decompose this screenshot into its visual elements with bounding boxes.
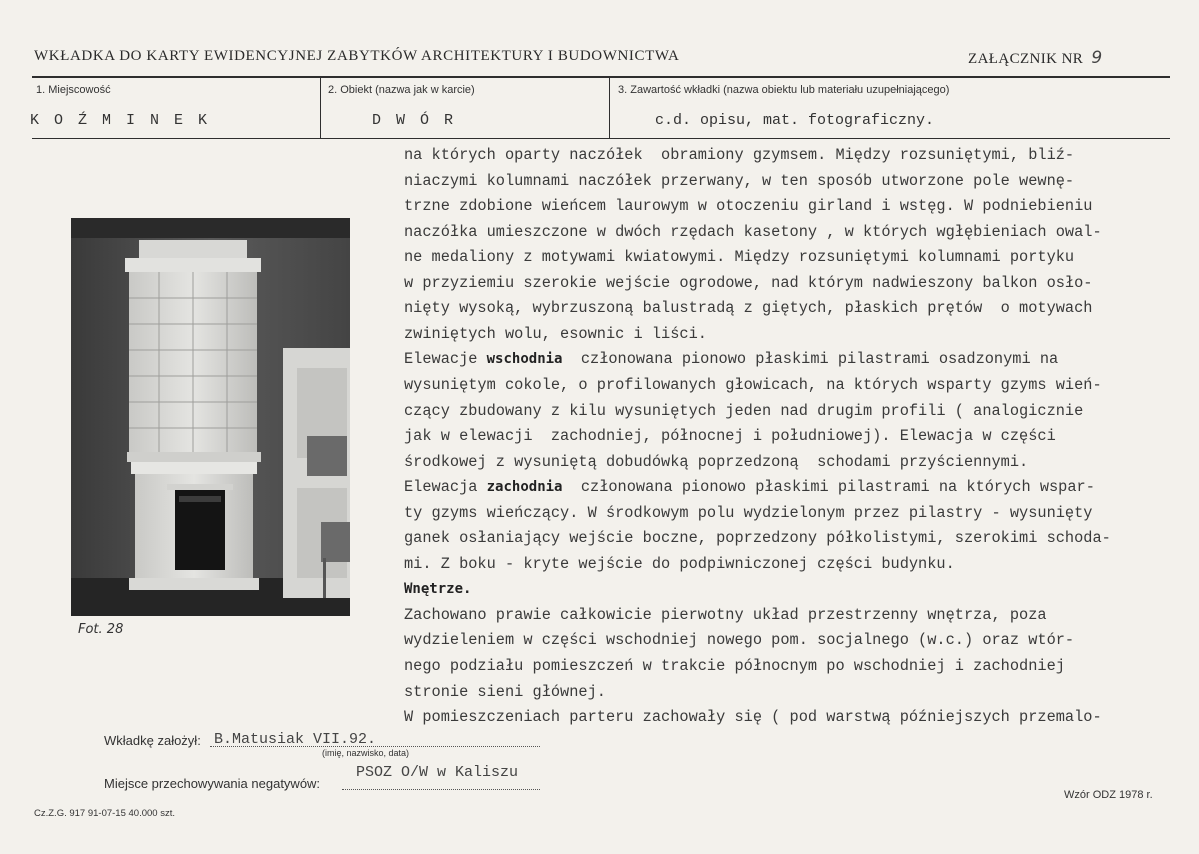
text-line — [404, 657, 1065, 675]
text-line-content: niaczymi kolumnami naczółek przerwany, w ten sposób utworzone pole wewnę- — [404, 171, 1075, 190]
storage-dotted-line — [342, 789, 540, 790]
photo-caption: Fot. 28 — [78, 622, 124, 637]
emphasized-heading: wschodnia — [486, 351, 563, 368]
field-3-label: 3. Zawartość wkładki (nazwa obiektu lub materiału uzupełniającego) — [618, 84, 950, 96]
field-divider-1 — [320, 78, 321, 138]
text-line — [404, 631, 1074, 649]
text-line — [404, 325, 707, 343]
text-line — [404, 197, 1092, 215]
emphasized-heading: Wnętrze. — [404, 581, 472, 598]
text-line-continuation: członowana pionowo płaskimi pilastrami na których wspar- — [562, 478, 1095, 497]
field-bottom-rule — [32, 138, 1170, 139]
text-line-content: nego podziału pomieszczeń w trakcie północnym po wschodniej i zachodniej — [404, 657, 1065, 675]
text-line — [404, 146, 1074, 164]
text-line-content: naczółka umieszczone w dwóch rzędach kasetony , w których wgłębieniach owal- — [404, 222, 1102, 241]
text-line — [404, 529, 1111, 547]
text-line — [404, 248, 1074, 266]
text-line-content: zwiniętych wolu, esownic i liści. — [404, 324, 707, 343]
text-line-content: wysuniętym cokole, o profilowanych głowicach, na których wsparty gzyms wień- — [404, 375, 1102, 394]
field-divider-2 — [609, 78, 610, 138]
text-line — [404, 172, 1074, 190]
text-line-content: stronie sieni głównej. — [404, 682, 606, 701]
attachment-number — [968, 48, 1103, 68]
text-line-content: ne medaliony z motywami kwiatowymi. Między rozsuniętymi kolumnami portyku — [404, 248, 1075, 267]
text-line — [404, 402, 1083, 420]
form-pattern: Wzór ODZ 1978 r. — [1064, 789, 1153, 801]
field-1-value: K O Ź M I N E K — [30, 112, 211, 129]
text-line-content: W pomieszczeniach parteru zachowały się ( pod warstwą późniejszych przemalo- — [404, 708, 1102, 727]
text-line-content: w przyziemiu szerokie wejście ogrodowe, nad którym nadwieszony balkon osło- — [404, 273, 1093, 292]
attachment-number-value: 9 — [1091, 48, 1103, 68]
text-line-content: czący zbudowany z kilu wysuniętych jeden nad drugim profili ( analogicznie — [404, 401, 1084, 420]
text-line — [404, 427, 1056, 445]
form-title: WKŁADKA DO KARTY EWIDENCYJNEJ ZABYTKÓW ARCHITEKTURY I BUDOWNICTWA — [34, 48, 680, 64]
text-line — [404, 478, 1095, 496]
text-line — [404, 376, 1102, 394]
storage-value: PSOZ O/W w Kaliszu — [356, 764, 519, 781]
author-value: B.Matusiak VII.92. — [214, 731, 377, 748]
field-2-value: D W Ó R — [372, 112, 457, 129]
text-line — [404, 504, 1092, 522]
text-line-content: trzne zdobione wieńcem laurowym w otoczeniu girland i wstęg. W podniebieniu — [404, 197, 1093, 216]
text-line-content: ganek osłaniający wejście boczne, poprzedzony półkolistymi, szerokimi schoda- — [404, 529, 1111, 548]
top-rule — [32, 76, 1170, 78]
attachment-label: ZAŁĄCZNIK NR — [968, 51, 1084, 67]
field-2-label: 2. Obiekt (nazwa jak w karcie) — [328, 84, 475, 96]
text-line — [404, 580, 471, 598]
field-1-label: 1. Miejscowość — [36, 84, 111, 96]
text-line — [404, 274, 1092, 292]
author-hint: (imię, nazwisko, data) — [322, 748, 410, 758]
text-line-content: jak w elewacji zachodniej, północnej i południowej). Elewacja w części — [404, 427, 1056, 446]
print-code: Cz.Z.G. 917 91-07-15 40.000 szt. — [34, 808, 175, 819]
text-line-content: mi. Z boku - kryte wejście do podpiwniczonej części budynku. — [404, 554, 955, 573]
text-line — [404, 683, 606, 701]
text-line-continuation: członowana pionowo płaskimi pilastrami osadzonymi na — [562, 350, 1059, 369]
text-line-content: na których oparty naczółek obramiony gzymsem. Między rozsuniętymi, bliź- — [404, 146, 1075, 164]
text-line-content: wydzieleniem w części wschodniej nowego pom. socjalnego (w.c.) oraz wtór- — [404, 631, 1075, 650]
author-label: Wkładkę założył: — [104, 733, 201, 748]
stove-photograph — [71, 218, 350, 616]
text-line — [404, 299, 1092, 317]
text-line-content: środkowej z wysuniętą dobudówką poprzedzoną schodami przyściennymi. — [404, 452, 1029, 471]
text-line-content: Elewacje — [404, 350, 487, 369]
field-3-value: c.d. opisu, mat. fotograficzny. — [655, 112, 935, 129]
text-line-content: ty gzyms wieńczący. W środkowym polu wydzielonym przez pilastry - wysunięty — [404, 503, 1093, 522]
text-line — [404, 606, 1047, 624]
text-line-content: Elewacja — [404, 478, 487, 497]
text-line — [404, 453, 1028, 471]
text-line-content: nięty wysoką, wybrzuszoną balustradą z giętych, płaskich prętów o motywach — [404, 299, 1093, 318]
text-line — [404, 708, 1102, 726]
storage-label: Miejsce przechowywania negatywów: — [104, 776, 321, 791]
emphasized-heading: zachodnia — [486, 479, 563, 496]
text-line-content: Zachowano prawie całkowicie pierwotny układ przestrzenny wnętrza, poza — [404, 605, 1047, 624]
text-line — [404, 223, 1102, 241]
author-dotted-line — [210, 746, 540, 747]
text-line — [404, 555, 955, 573]
tiled-stove-image — [71, 218, 350, 616]
text-line — [404, 350, 1058, 368]
